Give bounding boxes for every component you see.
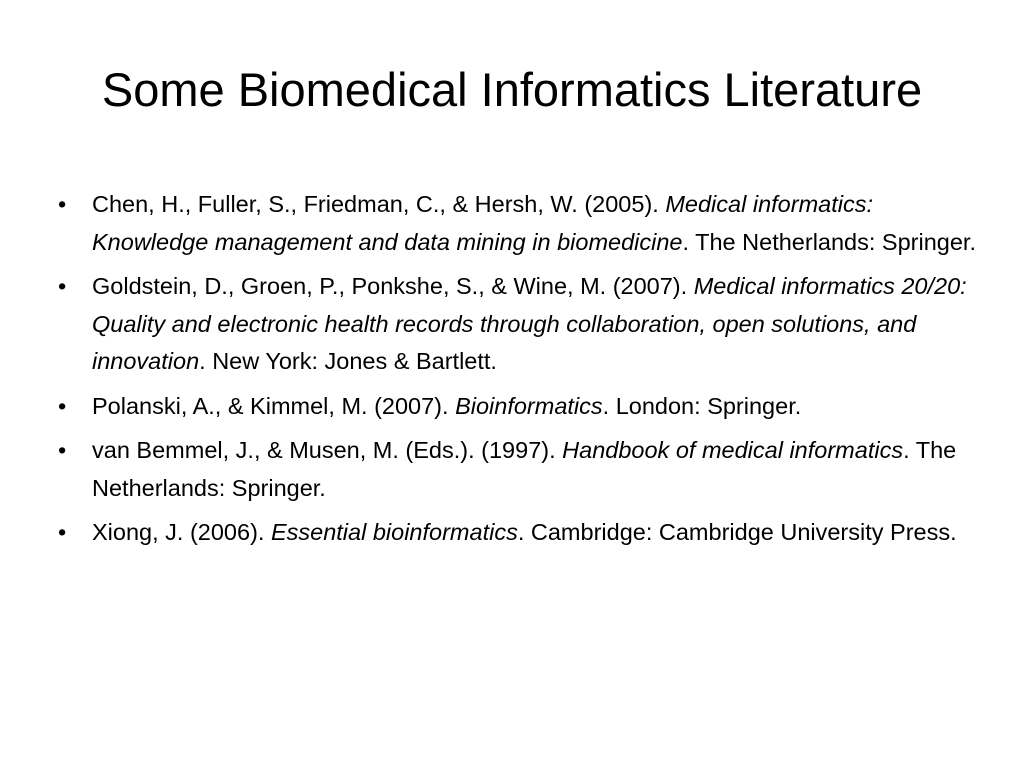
reference-authors: Polanski, A., & Kimmel, M. (2007). <box>92 392 456 419</box>
reference-item <box>56 388 984 426</box>
bullet-icon: • <box>58 519 67 545</box>
reference-item <box>56 268 984 381</box>
reference-list <box>56 186 984 559</box>
reference-authors: van Bemmel, J., & Musen, M. (Eds.). (1997). <box>92 437 563 463</box>
reference-publisher: . New York: Jones & Bartlett. <box>199 348 497 374</box>
reference-title: Bioinformatics <box>455 392 603 419</box>
reference-authors: Goldstein, D., Groen, P., Ponkshe, S., & Wine, M. (2007). <box>92 273 694 299</box>
reference-authors: Chen, H., Fuller, S., Friedman, C., & Hersh, W. (2005). <box>92 191 666 217</box>
bullet-icon: • <box>58 392 67 419</box>
bullet-icon: • <box>58 273 67 299</box>
reference-publisher: . The Netherlands: Springer. <box>682 228 976 255</box>
reference-publisher: . The Netherlands: Springer. <box>92 437 957 501</box>
reference-item <box>56 186 984 261</box>
reference-title: Medical informatics: Knowledge management and data mining in biomedicine <box>92 191 873 255</box>
reference-title: Handbook of medical informatics <box>562 437 904 463</box>
reference-title: Medical informatics 20/20: Quality and electronic health records through collaboration, open solutions, and innovation <box>92 273 967 374</box>
slide-title: Some Biomedical Informatics Literature <box>101 63 923 116</box>
bullet-icon: • <box>58 191 67 217</box>
reference-title: Essential bioinformatics <box>270 519 518 545</box>
reference-item <box>56 432 984 507</box>
reference-item <box>56 514 984 552</box>
bullet-icon: • <box>58 437 67 463</box>
reference-publisher: . London: Springer. <box>602 392 802 419</box>
reference-authors: Xiong, J. (2006). <box>92 519 271 545</box>
reference-publisher: . Cambridge: Cambridge University Press. <box>517 519 957 545</box>
